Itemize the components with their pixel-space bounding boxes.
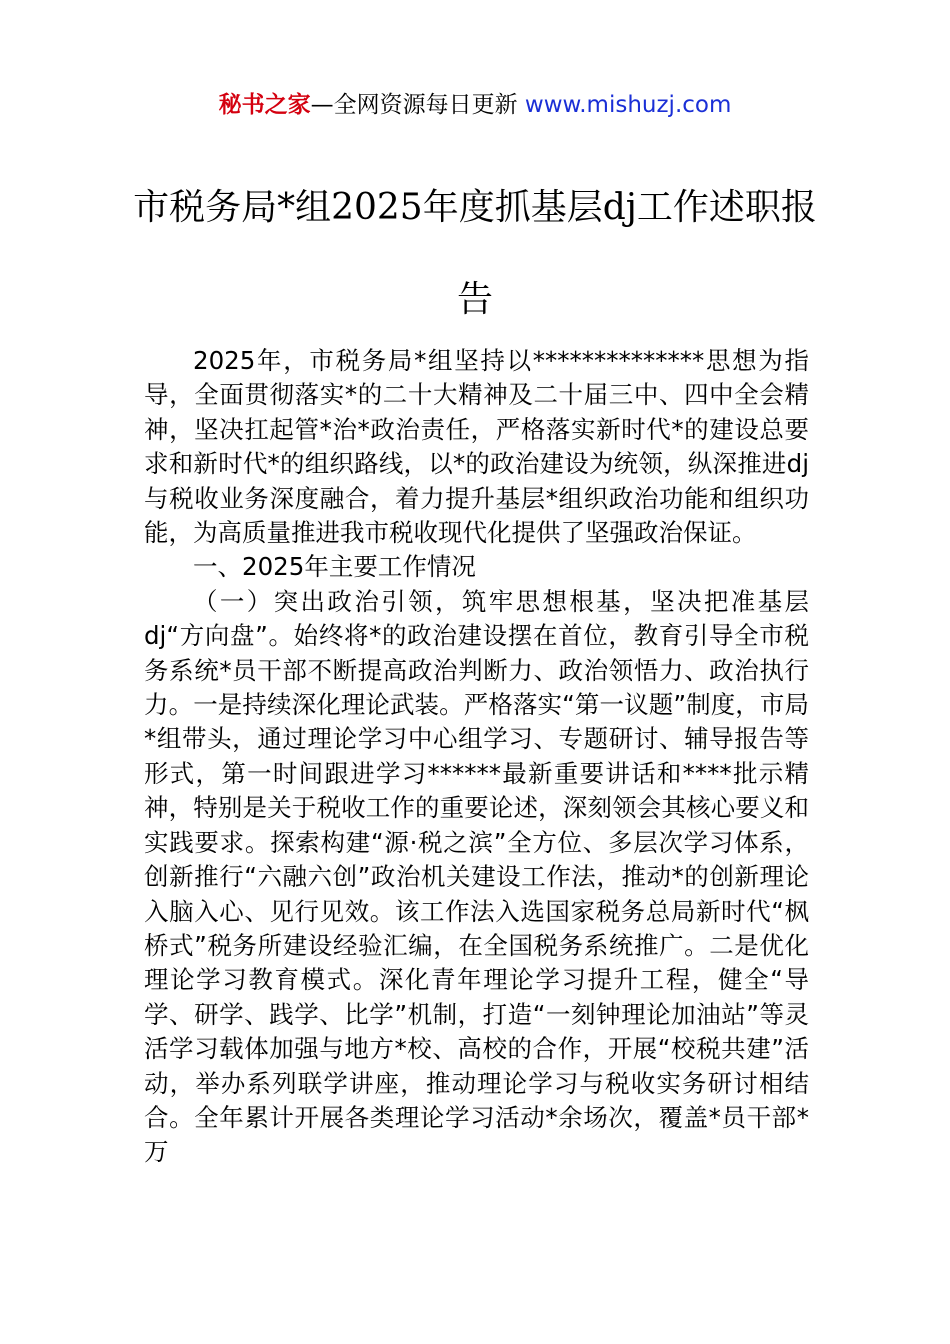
brand-name: 秘书之家 xyxy=(218,92,311,118)
site-url-link[interactable]: www.mishuzj.com xyxy=(524,92,732,118)
document-title: 市税务局*组2025年度抓基层dj工作述职报告 xyxy=(133,187,817,320)
intro-paragraph: 2025年，市税务局*组坚持以**************思想为指导，全面贯彻落实*的二十大精神及二十届三中、四中全会精神，坚决扛起管*治*政治责任，严格落实新时代*的建设总要求和新时代*的组织路线，以*的政治建设为统领，纵深推进dj与税收业务深度融合，着力提升基层*组织政治功能和组织功能，为高质量推进我市税收现代化提供了坚强政治保证。 xyxy=(144,346,809,548)
section-heading: 一、2025年主要工作情况 xyxy=(193,552,476,582)
header-tagline: —全网资源每日更新 xyxy=(310,92,518,118)
site-header xyxy=(0,88,950,122)
document-body xyxy=(144,344,809,1170)
section-paragraph: （一）突出政治引领，筑牢思想根基，坚决把准基层dj“方向盘”。始终将*的政治建设摆在首位，教育引导全市税务系统*员干部不断提高政治判断力、政治领悟力、政治执行力。一是持续深化理论武装。严格落实“第一议题”制度，市局*组带头，通过理论学习中心组学习、专题研讨、辅导报告等形式，第一时间跟进学习******最新重要讲话和****批示精神，特别是关于税收工作的重要论述，深刻领会其核心要义和实践要求。探索构建“源·税之滨”全方位、多层次学习体系，创新推行“六融六创”政治机关建设工作法，推动*的创新理论入脑入心、见行见效。该工作法入选国家税务总局新时代“枫桥式”税务所建设经验汇编，在全国税务系统推广。二是优化理论学习教育模式。深化青年理论学习提升工程，健全“导学、研学、践学、比学”机制，打造“一刻钟理论加油站”等灵活学习载体加强与地方*校、高校的合作，开展“校税共建”活动，举办系列联学讲座，推动理论学习与税收实务研讨相结合。全年累计开展各类理论学习活动*余场次，覆盖*员干部*万 xyxy=(144,586,809,1167)
